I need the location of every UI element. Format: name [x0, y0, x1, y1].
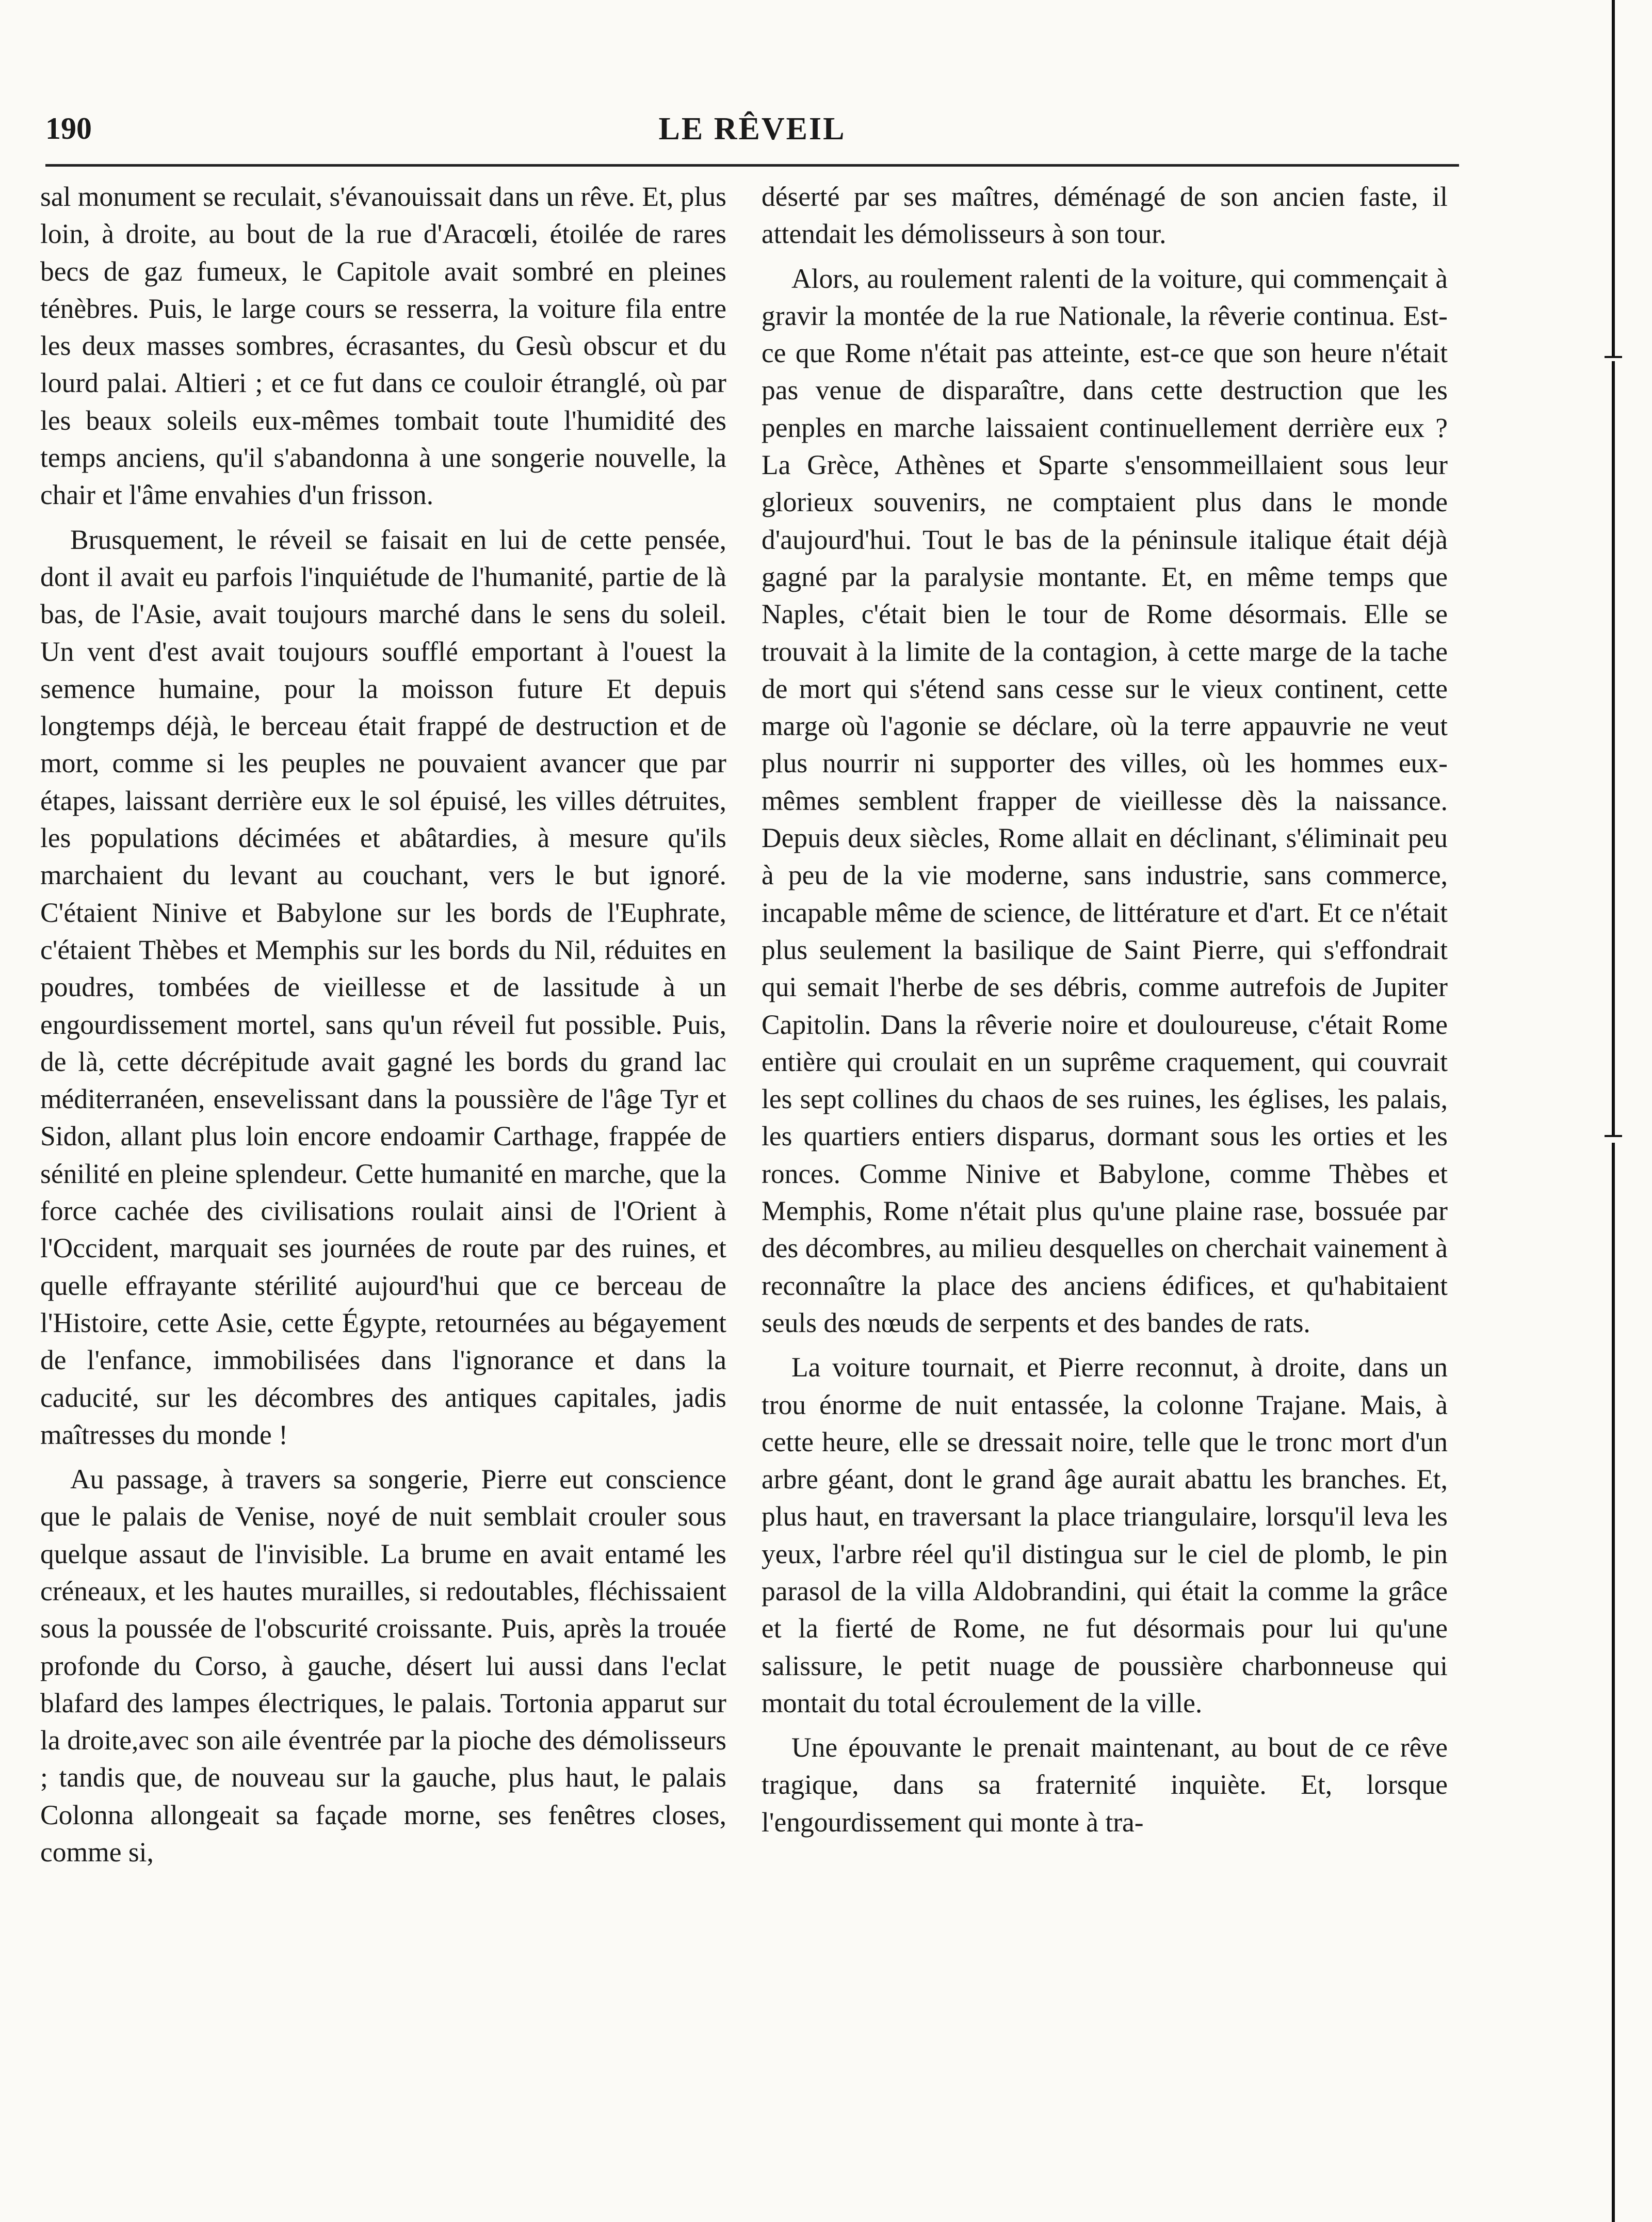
paragraph: déserté par ses maîtres, déménagé de son ancien faste, il attendait les démolisseurs à son tour. [762, 181, 1448, 250]
page-number: 190 [45, 111, 92, 145]
paragraph: Alors, au roulement ralenti de la voiture, qui commençait à gravir la montée de la rue Nationale, la rêverie continua. Est-ce que Rome n'était pas atteinte, est-ce que son heure n'était pas venue de disparaître, dans cette destruction que les penples en marche laissaient continuellement derrière eux ? La Grèce, Athènes et Sparte s'ensommeillaient sous leur glorieux souvenirs, ne comptaient plus dans le monde d'aujourd'hui. Tout le bas de la péninsule italique était déjà gagné par la paralysie montante. Et, en même temps que Naples, c'était bien le tour de Rome désormais. Elle se trouvait à la limite de la contagion, à cette marge de la tache de mort qui s'étend sans cesse sur le vieux continent, cette marge où l'agonie se déclare, où la terre appauvrie ne veut plus nourrir ni supporter des villes, où les hommes eux-mêmes semblent frapper de vieillesse dès la naissance. Depuis deux siècles, Rome allait en déclinant, s'éliminait peu à peu de la vie moderne, sans industrie, sans commerce, incapable même de science, de littérature et d'art. Et ce n'était plus seulement la basilique de Saint Pierre, qui s'effondrait qui semait l'herbe de ses débris, comme autrefois de Jupiter Capitolin. Dans la rêverie noire et douloureuse, c'était Rome entière qui croulait en un suprême craquement, qui couvrait les sept collines du chaos de ses ruines, les églises, les palais, les quartiers entiers disparus, dormant sous les orties et les ronces. Comme Ninive et Babylone, comme Thèbes et Memphis, Rome n'était plus qu'une plaine rase, bossuée par des décombres, au milieu desquelles on cherchait vainement à reconnaître la place des anciens édifices, et qu'habitaient seuls des nœuds de serpents et des bandes de rats. [762, 263, 1448, 1338]
paragraph: sal monument se reculait, s'évanouissait dans un rêve. Et, plus loin, à droite, au bout de la rue d'Aracœli, étoilée de rares becs de gaz fumeux, le Capitole avait sombré en pleines ténèbres. Puis, le large cours se resserra, la voiture fila entre les deux masses sombres, écrasantes, du Gesù obscur et du lourd palai. Altieri ; et ce fut dans ce couloir étranglé, où par les beaux soleils eux-mêmes tombait toute l'humidité des temps anciens, qu'il s'abandonna à une songerie nouvelle, la chair et l'âme envahies d'un frisson. [40, 181, 726, 511]
left-column [40, 178, 726, 2175]
paragraph: La voiture tournait, et Pierre reconnut, à droite, dans un trou énorme de nuit entassée, la colonne Trajane. Mais, à cette heure, elle se dressait noire, telle que le tronc mort d'un arbre géant, dont le grand âge aurait abattu les branches. Et, plus haut, en traversant la place triangulaire, lorsqu'il leva les yeux, l'arbre réel qu'il distingua sur le ciel de plomb, le pin parasol de la villa Aldobrandini, qui était la comme la grâce et la fierté de Rome, ne fut désormais pour lui qu'une salissure, le petit nuage de poussière charbonneuse qui montait du total écroulement de la ville. [762, 1352, 1448, 1718]
right-column [762, 178, 1448, 2175]
paragraph: Une épouvante le prenait maintenant, au bout de ce rêve tragique, dans sa fraternité inquiète. Et, lorsque l'engourdissement qui monte à tra- [762, 1732, 1448, 1838]
paragraph: Au passage, à travers sa songerie, Pierre eut conscience que le palais de Venise, noyé de nuit semblait crouler sous quelque assaut de l'invisible. La brume en avait entamé les créneaux, et les hautes murailles, si redoutables, fléchissaient sous la poussée de l'obscurité croissante. Puis, après la trouée profonde du Corso, à gauche, désert lui aussi dans l'eclat blafard des lampes électriques, le palais. Tortonia apparut sur la droite,avec son aile éventrée par la pioche des démolisseurs ; tandis que, de nouveau sur la gauche, plus haut, le palais Colonna allongeait sa façade morne, ses fenêtres closes, comme si, [40, 1464, 726, 1868]
header-rule [45, 164, 1459, 167]
running-title: LE RÊVEIL [658, 111, 846, 147]
page-edge-binding [1612, 0, 1616, 2222]
page-header [45, 111, 1459, 163]
paragraph: Brusquement, le réveil se faisait en lui de cette pensée, dont il avait eu parfois l'inquiétude de l'humanité, partie de là bas, de l'Asie, avait toujours marché dans le sens du soleil. Un vent d'est avait toujours soufflé emportant à l'ouest la semence humaine, pour la moisson future Et depuis longtemps déjà, le berceau était frappé de destruction et de mort, comme si les peuples ne pouvaient avancer que par étapes, laissant derrière eux le sol épuisé, les villes détruites, les populations décimées et abâtardies, à mesure qu'ils marchaient du levant au couchant, vers le but ignoré. C'étaient Ninive et Babylone sur les bords de l'Euphrate, c'étaient Thèbes et Memphis sur les bords du Nil, réduites en poudres, tombées de vieillesse et de lassitude à un engourdissement mortel, sans qu'un réveil fut possible. Puis, de là, cette décrépitude avait gagné les bords du grand lac méditerranéen, ensevelissant dans la poussière de l'âge Tyr et Sidon, allant plus loin encore endoamir Carthage, frappée de sénilité en pleine splendeur. Cette humanité en marche, que la force cachée des civilisations roulait ainsi de l'Orient à l'Occident, marquait ses journées de route par des ruines, et quelle effrayante stérilité aujourd'hui que ce berceau de l'Histoire, cette Asie, cette Égypte, retournées au bégayement de l'enfance, immobilisées dans l'ignorance et dans la caducité, sur les décombres des antiques capitales, jadis maîtresses du monde ! [40, 524, 726, 1450]
